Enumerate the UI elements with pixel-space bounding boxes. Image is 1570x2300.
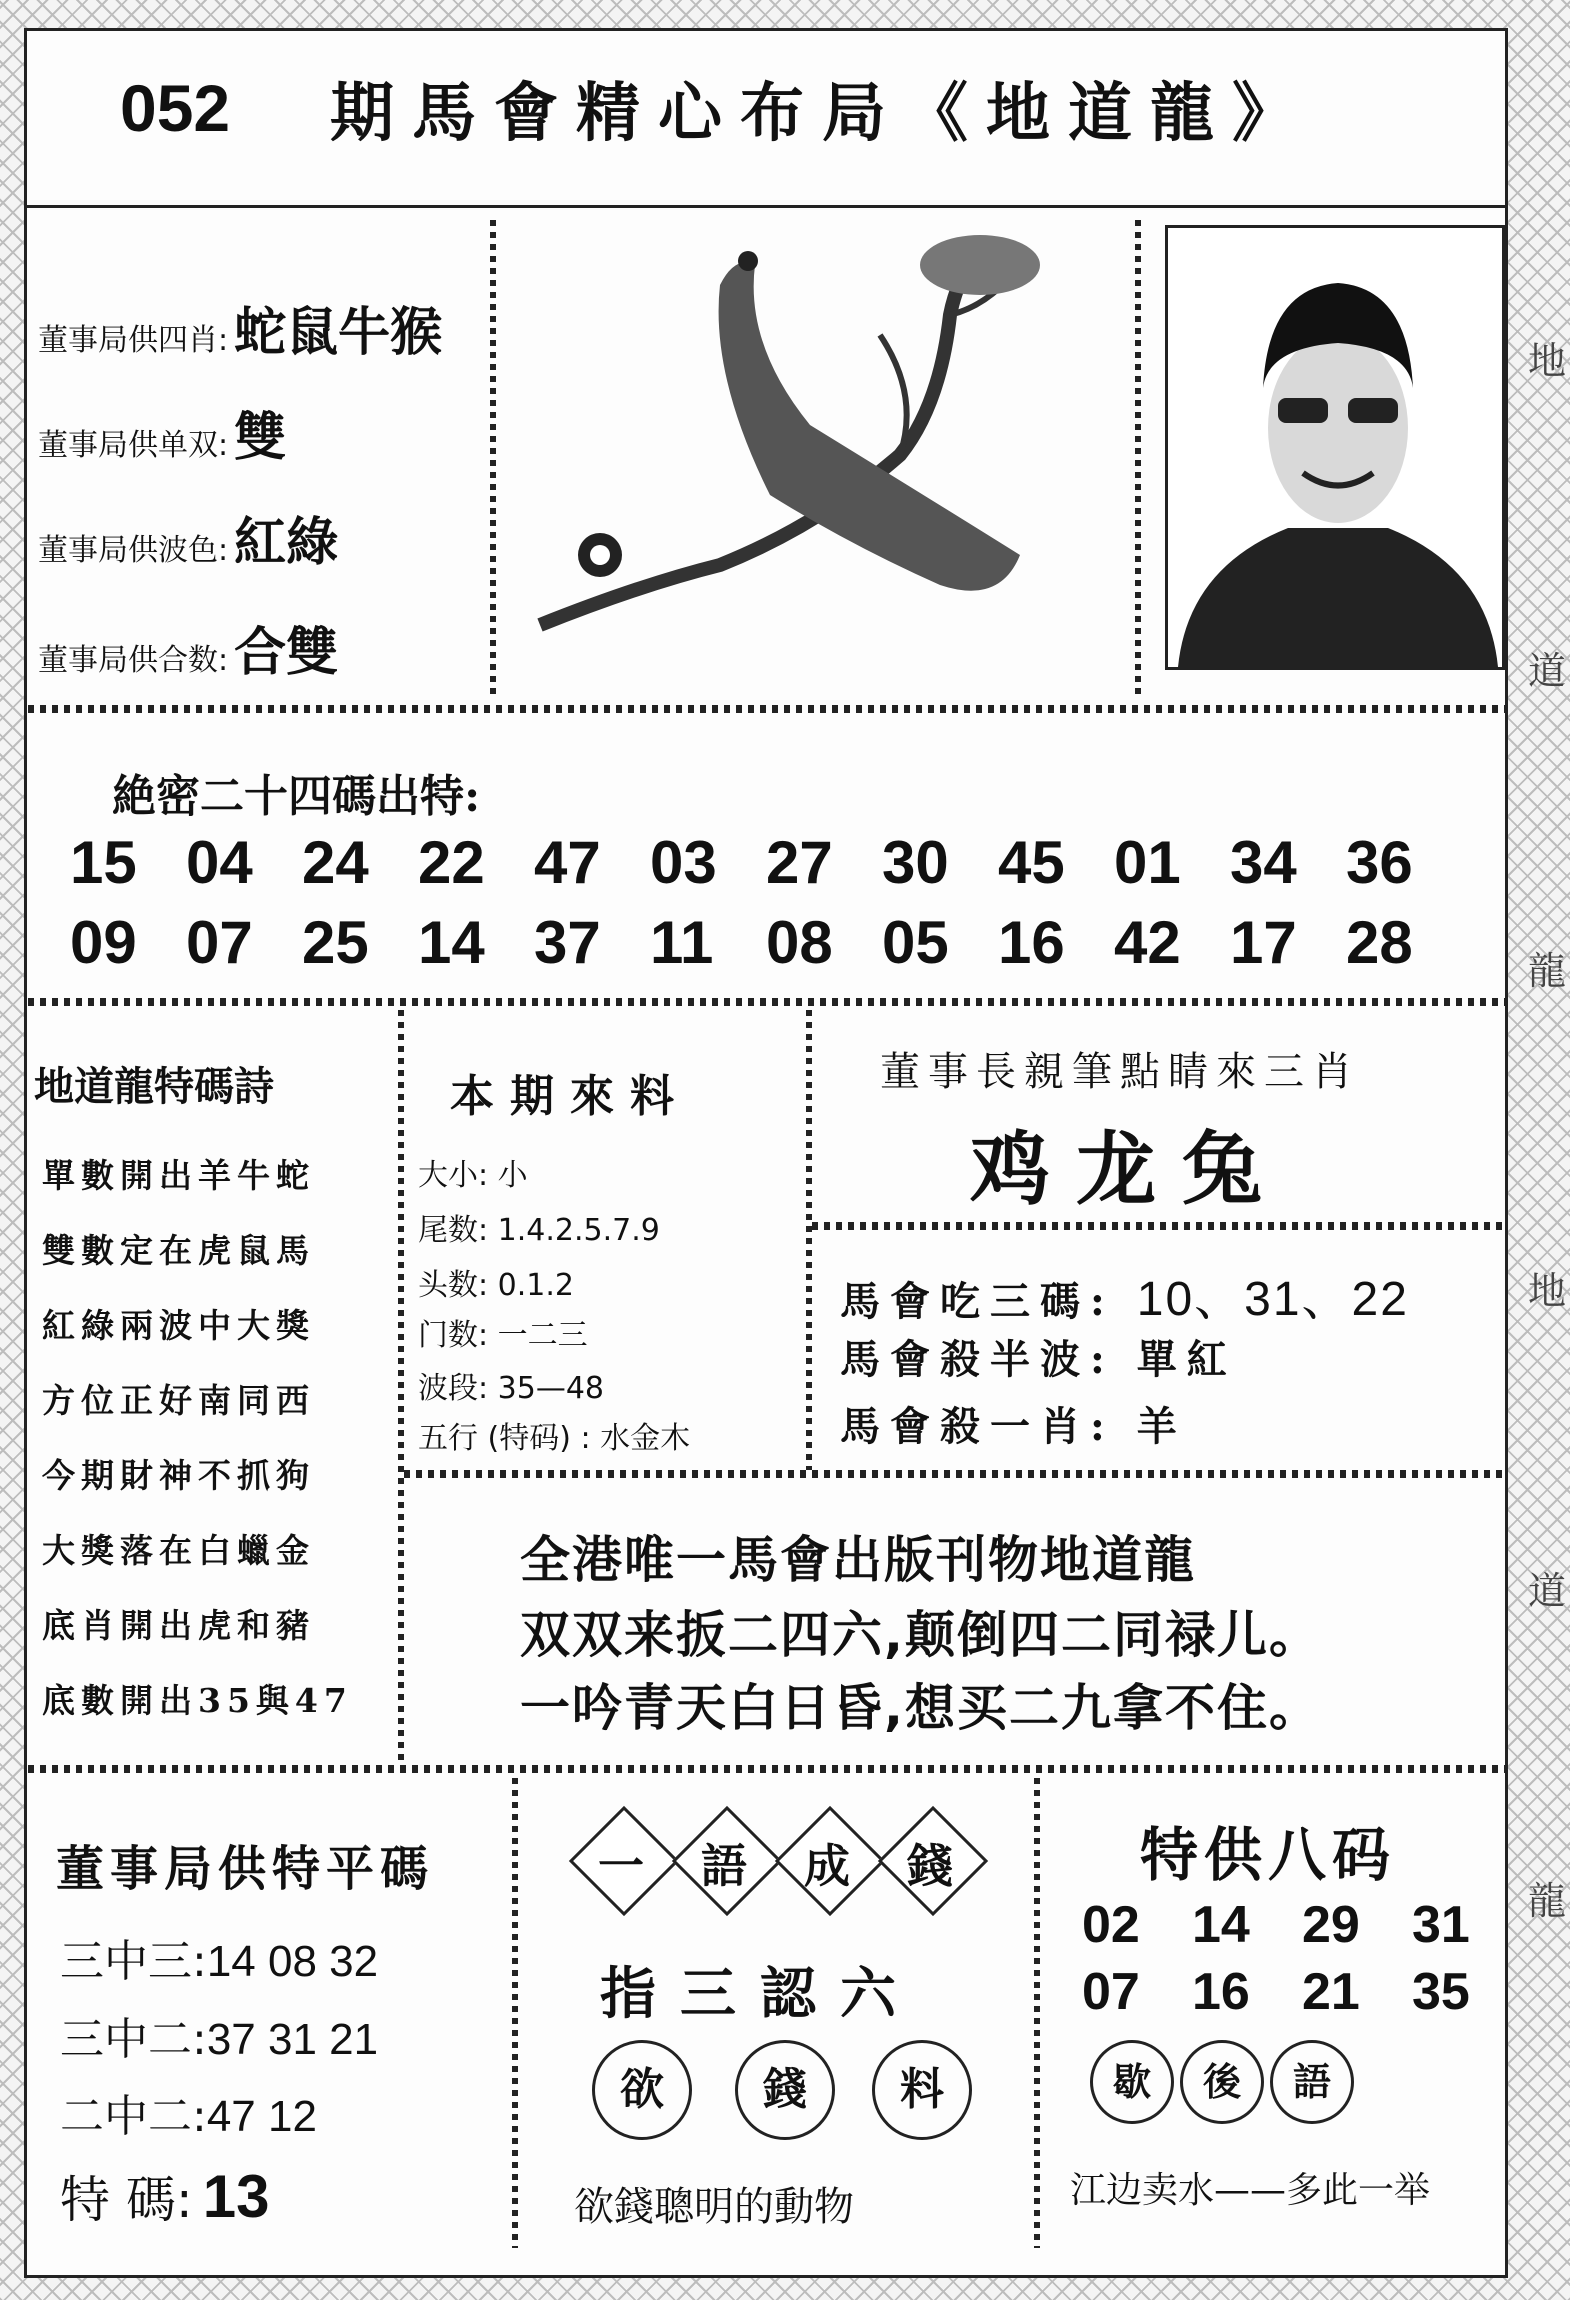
poem-line: 紅綠兩波中大獎 (42, 1306, 315, 1345)
tip-wave-color: 董事局供波色: 紅綠 (38, 512, 339, 573)
poem-line: 單數開出羊牛蛇 (42, 1156, 315, 1195)
eight-code-title: 特供八码 (1140, 1821, 1397, 1889)
code: 47 (534, 829, 601, 896)
issue-number: 052 (120, 71, 231, 145)
kill-one-zodiac: 馬會殺一肖: 羊 (840, 1403, 1187, 1450)
divider (28, 705, 1506, 713)
code: 16 (1192, 1963, 1250, 2021)
special-code: 特 碼: 13 (60, 2163, 270, 2230)
this-issue-title: 本期來料 (450, 1071, 690, 1122)
divider (512, 1778, 518, 2248)
flat-row: 二中二:47 12 (60, 2091, 317, 2142)
saying-circle: 語 (1270, 2040, 1354, 2124)
riddle-hint: 指三認六 (600, 1961, 920, 2027)
poem-line: 大獎落在白蠟金 (42, 1531, 315, 1570)
three-zodiac: 鸡龙兔 (970, 1122, 1288, 1216)
divider (806, 1010, 812, 1470)
riddle-answer: 欲錢聰明的動物 (574, 2184, 854, 2230)
riddle-char: 錢 (907, 1839, 953, 1893)
slogan-line: 全港唯一馬會出版刊物地道龍 (520, 1531, 1196, 1589)
code: 02 (1082, 1896, 1140, 1954)
flat-row: 三中二:37 31 21 (60, 2014, 379, 2065)
this-issue-item: 尾数: 1.4.2.5.7.9 (418, 1213, 660, 1248)
code: 31 (1412, 1896, 1470, 1954)
code: 01 (1114, 829, 1181, 896)
riddle-circle: 錢 (735, 2040, 835, 2140)
code: 07 (186, 909, 253, 976)
divider (1034, 1778, 1040, 2248)
code: 27 (766, 829, 833, 896)
flat-row: 三中三:14 08 32 (60, 1936, 379, 1987)
riddle-char: 語 (701, 1839, 747, 1893)
code: 24 (302, 829, 369, 896)
saying: 江边卖水——多此一举 (1070, 2170, 1431, 2211)
code: 15 (70, 829, 137, 896)
slogan-line: 双双来扳二四六,颠倒四二同禄儿。 (520, 1606, 1321, 1664)
divider (404, 1470, 1506, 1478)
side-char: 道 (1528, 1569, 1567, 1613)
poem-title: 地道龍特碼詩 (34, 1063, 274, 1110)
divider (1135, 220, 1141, 700)
code: 03 (650, 829, 717, 896)
code: 42 (1114, 909, 1181, 976)
tip-odd-even: 董事局供单双: 雙 (38, 407, 287, 468)
this-issue-item: 大小: 小 (418, 1158, 528, 1193)
riddle-circle: 欲 (592, 2040, 692, 2140)
code: 04 (186, 829, 253, 896)
tip-four-zodiac: 董事局供四肖: 蛇鼠牛猴 (38, 302, 443, 363)
code: 30 (882, 829, 949, 896)
tip-sum: 董事局供合数: 合雙 (38, 622, 339, 683)
this-issue-item: 门数: 一二三 (418, 1318, 588, 1353)
this-issue-item: 头数: 0.1.2 (418, 1268, 574, 1303)
page-title: 期馬會精心布局《地道龍》 (330, 76, 1314, 151)
this-issue-item: 五行 (特码) : 水金木 (418, 1421, 691, 1456)
code: 36 (1346, 829, 1413, 896)
top-secret-label: 絶密二十四碼出特: (112, 771, 481, 822)
riddle-char: 成 (804, 1839, 850, 1893)
code: 34 (1230, 829, 1297, 896)
riddle-char: 一 (598, 1839, 644, 1893)
eat-three-codes: 馬會吃三碼: 10、31、22 (840, 1273, 1409, 1326)
divider (28, 998, 1506, 1006)
flat-code-title: 董事局供特平碼 (56, 1841, 435, 1897)
code: 28 (1346, 909, 1413, 976)
poem-line: 底肖開出虎和豬 (42, 1606, 315, 1645)
code: 25 (302, 909, 369, 976)
code: 14 (1192, 1896, 1250, 1954)
saying-circle: 歇 (1090, 2040, 1174, 2124)
divider (398, 1010, 404, 1760)
this-issue-item: 波段: 35—48 (418, 1371, 604, 1406)
code: 05 (882, 909, 949, 976)
code: 09 (70, 909, 137, 976)
top-secret-row-1 (70, 828, 1462, 897)
code: 37 (534, 909, 601, 976)
code: 22 (418, 829, 485, 896)
header-divider (26, 205, 1506, 208)
side-char: 地 (1528, 339, 1567, 383)
top-secret-row-2 (70, 908, 1462, 977)
code: 14 (418, 909, 485, 976)
poem-line: 方位正好南同西 (42, 1381, 315, 1420)
poem-line: 今期財神不抓狗 (42, 1456, 315, 1495)
slogan-line: 一吟青天白日昏,想买二九拿不住。 (520, 1679, 1321, 1737)
side-char: 龍 (1528, 1879, 1567, 1923)
side-char: 龍 (1528, 949, 1567, 993)
code: 17 (1230, 909, 1297, 976)
code: 29 (1302, 1896, 1360, 1954)
code: 07 (1082, 1963, 1140, 2021)
code: 11 (650, 909, 714, 976)
chairman-portrait (1165, 225, 1505, 670)
saying-circle: 後 (1180, 2040, 1264, 2124)
eight-code-row (1082, 1962, 1522, 2022)
kill-half-wave: 馬會殺半波: 單紅 (840, 1336, 1237, 1383)
code: 45 (998, 829, 1065, 896)
divider (812, 1222, 1506, 1230)
poem-line: 底數開出35與47 (42, 1681, 353, 1720)
divider (490, 220, 496, 700)
divider (28, 1765, 1506, 1773)
code: 16 (998, 909, 1065, 976)
poem-line: 雙數定在虎鼠馬 (42, 1231, 315, 1270)
code: 21 (1302, 1963, 1360, 2021)
eight-code-row (1082, 1895, 1522, 1955)
riddle-circle: 料 (872, 2040, 972, 2140)
chairman-title: 董事長親筆點睛來三肖 (880, 1049, 1360, 1095)
peacock-illustration (520, 225, 1040, 665)
code: 08 (766, 909, 833, 976)
side-char: 地 (1528, 1269, 1567, 1313)
side-char: 道 (1528, 649, 1567, 693)
code: 35 (1412, 1963, 1470, 2021)
